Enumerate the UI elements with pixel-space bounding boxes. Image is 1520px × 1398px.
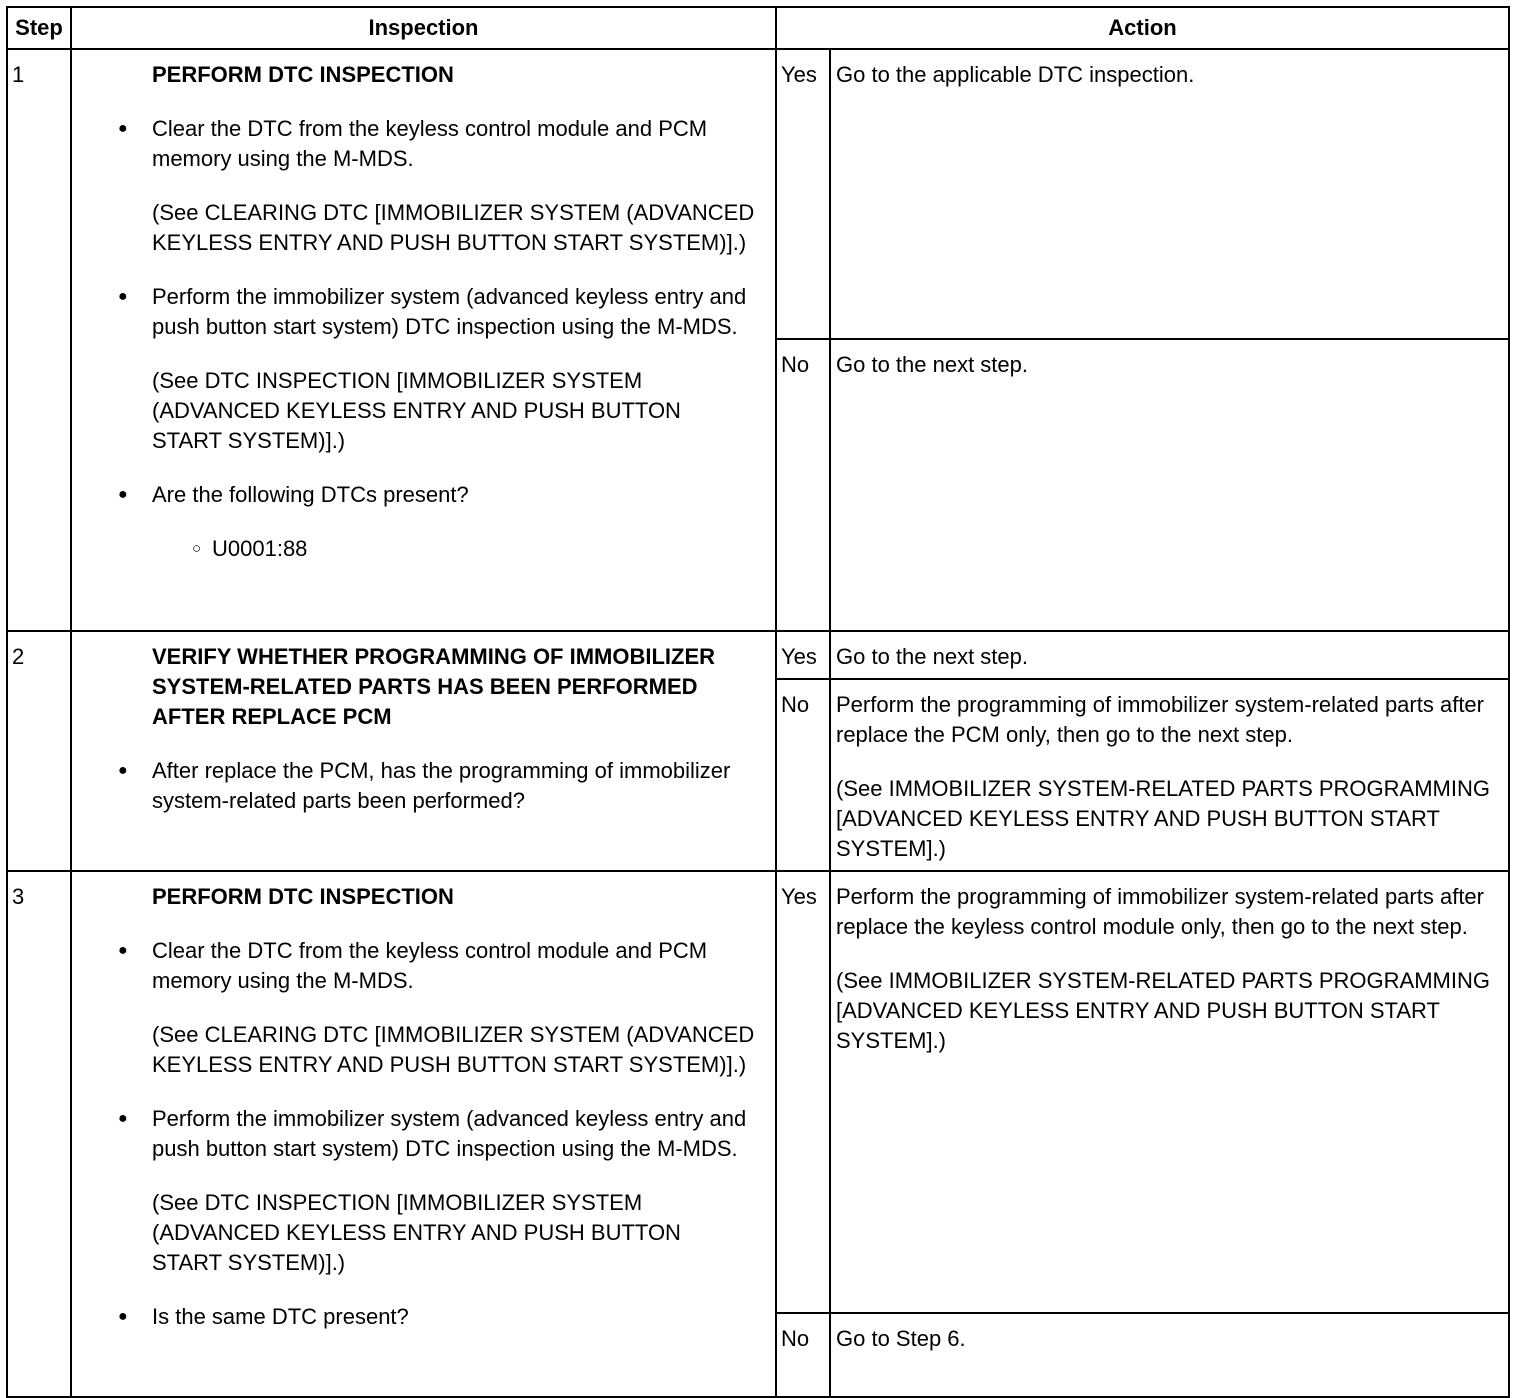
inspection-title: PERFORM DTC INSPECTION	[152, 62, 454, 87]
bullet-text: After replace the PCM, has the programming of immobilizer system-related parts been performed?	[152, 758, 731, 813]
header-action: Action	[776, 7, 1509, 49]
inspection-cell	[71, 871, 776, 1397]
header-inspection: Inspection	[71, 7, 776, 49]
action-yes	[830, 871, 1509, 1313]
step-number: 1	[7, 49, 71, 631]
bullet-icon: ●	[118, 1308, 128, 1325]
action-no	[830, 679, 1509, 871]
bullet-icon: ●	[118, 942, 128, 959]
reference-text: (See CLEARING DTC [IMMOBILIZER SYSTEM (ADVANCED KEYLESS ENTRY AND PUSH BUTTON START SYSTEM)].)	[152, 200, 755, 255]
inspection-bullet	[118, 282, 755, 342]
bullet-icon: ●	[118, 486, 128, 503]
bullet-icon: ●	[118, 288, 128, 305]
result-no: No	[776, 339, 830, 631]
table-row	[7, 871, 1509, 1313]
inspection-cell	[71, 631, 776, 871]
bullet-text: Is the same DTC present?	[152, 1304, 409, 1329]
action-yes: Go to the next step.	[830, 631, 1509, 679]
action-reference: (See IMMOBILIZER SYSTEM-RELATED PARTS PROGRAMMING [ADVANCED KEYLESS ENTRY AND PUSH BUTTON START SYSTEM].)	[836, 776, 1490, 861]
result-yes: Yes	[776, 871, 830, 1313]
header-step: Step	[7, 7, 71, 49]
inspection-bullet	[118, 756, 755, 816]
table-row	[7, 49, 1509, 339]
inspection-title: PERFORM DTC INSPECTION	[152, 884, 454, 909]
result-yes: Yes	[776, 631, 830, 679]
inspection-cell	[71, 49, 776, 631]
bullet-text: Are the following DTCs present?	[152, 482, 469, 507]
table-row	[7, 631, 1509, 679]
diagnostic-table	[6, 6, 1510, 1398]
bullet-text: Perform the immobilizer system (advanced keyless entry and push button start system) DTC inspection using the M-MDS.	[152, 284, 747, 339]
result-no: No	[776, 679, 830, 871]
action-text: Perform the programming of immobilizer system-related parts after replace the keyless control module only, then go to the next step.	[836, 884, 1484, 939]
inspection-bullet	[118, 936, 755, 996]
bullet-icon: ●	[118, 120, 128, 137]
bullet-icon: ●	[118, 1110, 128, 1127]
inspection-title: VERIFY WHETHER PROGRAMMING OF IMMOBILIZER SYSTEM-RELATED PARTS HAS BEEN PERFORMED AFTER REPLACE PCM	[152, 644, 716, 729]
dtc-code: U0001:88	[212, 536, 308, 561]
action-no: Go to the next step.	[830, 339, 1509, 631]
bullet-text: Perform the immobilizer system (advanced keyless entry and push button start system) DTC inspection using the M-MDS.	[152, 1106, 747, 1161]
step-number: 2	[7, 631, 71, 871]
header-row	[7, 7, 1509, 49]
action-yes: Go to the applicable DTC inspection.	[830, 49, 1509, 339]
result-yes: Yes	[776, 49, 830, 339]
bullet-icon: ●	[118, 762, 128, 779]
reference-text: (See DTC INSPECTION [IMMOBILIZER SYSTEM (ADVANCED KEYLESS ENTRY AND PUSH BUTTON START SYSTEM)].)	[152, 1190, 681, 1275]
inspection-bullet	[118, 1104, 755, 1164]
bullet-text: Clear the DTC from the keyless control module and PCM memory using the M-MDS.	[152, 938, 708, 993]
action-text: Perform the programming of immobilizer system-related parts after replace the PCM only, then go to the next step.	[836, 692, 1484, 747]
reference-text: (See DTC INSPECTION [IMMOBILIZER SYSTEM (ADVANCED KEYLESS ENTRY AND PUSH BUTTON START SYSTEM)].)	[152, 368, 681, 453]
circle-icon: ○	[192, 540, 202, 557]
result-no: No	[776, 1313, 830, 1397]
bullet-text: Clear the DTC from the keyless control module and PCM memory using the M-MDS.	[152, 116, 708, 171]
action-reference: (See IMMOBILIZER SYSTEM-RELATED PARTS PROGRAMMING [ADVANCED KEYLESS ENTRY AND PUSH BUTTON START SYSTEM].)	[836, 968, 1490, 1053]
inspection-bullet	[118, 1302, 755, 1332]
action-no: Go to Step 6.	[830, 1313, 1509, 1397]
inspection-bullet	[118, 480, 755, 510]
reference-text: (See CLEARING DTC [IMMOBILIZER SYSTEM (ADVANCED KEYLESS ENTRY AND PUSH BUTTON START SYSTEM)].)	[152, 1022, 755, 1077]
sub-bullet	[192, 534, 755, 564]
inspection-bullet	[118, 114, 755, 174]
step-number: 3	[7, 871, 71, 1397]
